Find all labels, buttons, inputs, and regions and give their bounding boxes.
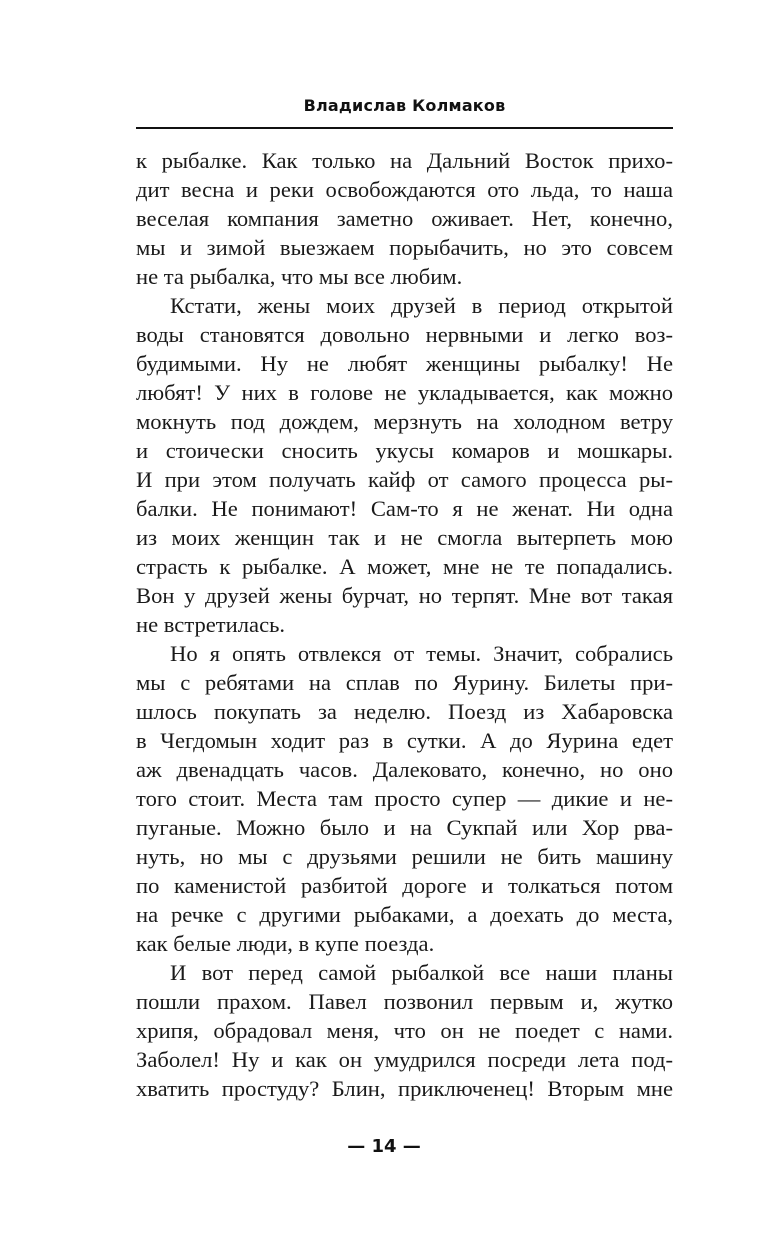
text-line: и стоически сносить укусы комаров и мошкары.: [136, 438, 673, 463]
text-line: как белые люди, в купе поезда.: [136, 931, 435, 956]
text-line: пошли прахом. Павел позвонил первым и, жутко: [136, 989, 673, 1014]
text-line: не та рыбалка, что мы все любим.: [136, 264, 463, 289]
text-line: Заболел! Ну и как он умудрился посреди лета под-: [136, 1047, 673, 1072]
text-line: не встретилась.: [136, 612, 286, 637]
text-line: того стоит. Места там просто супер — дикие и не-: [136, 786, 673, 811]
text-line: из моих женщин так и не смогла вытерпеть мою: [136, 525, 673, 550]
text-line: аж двенадцать часов. Далековато, конечно, но оно: [136, 757, 673, 782]
text-line: страсть к рыбалке. А может, мне не те попадались.: [136, 554, 673, 579]
body-text: [136, 146, 673, 1103]
text-line: веселая компания заметно оживает. Нет, конечно,: [136, 206, 673, 231]
text-line: Но я опять отвлекся от темы. Значит, собрались: [170, 641, 673, 666]
text-line: балки. Не понимают! Сам-то я не женат. Ни одна: [136, 496, 673, 521]
text-line: Вон у друзей жены бурчат, но терпят. Мне вот такая: [136, 583, 673, 608]
header-rule: [136, 127, 673, 129]
text-line: И при этом получать кайф от самого процесса ры-: [136, 467, 673, 492]
text-line: на речке с другими рыбаками, а доехать до места,: [136, 902, 673, 927]
text-line: хрипя, обрадовал меня, что он не поедет с нами.: [136, 1018, 673, 1043]
text-line: в Чегдомын ходит раз в сутки. А до Яурина едет: [136, 728, 673, 753]
text-line: воды становятся довольно нервными и легко воз-: [136, 322, 673, 347]
text-line: мы и зимой выезжаем порыбачить, но это совсем: [136, 235, 673, 260]
text-line: нуть, но мы с друзьями решили не бить машину: [136, 844, 673, 869]
text-line: дит весна и реки освобождаются ото льда, то наша: [136, 177, 673, 202]
text-line: Кстати, жены моих друзей в период открытой: [170, 293, 673, 318]
text-line: любят! У них в голове не укладывается, как можно: [136, 380, 673, 405]
text-line: хватить простуду? Блин, приключенец! Вторым мне: [136, 1076, 673, 1101]
text-line: И вот перед самой рыбалкой все наши планы: [170, 960, 673, 985]
text-line: шлось покупать за неделю. Поезд из Хабаровска: [136, 699, 673, 724]
text-line: мы с ребятами на сплав по Яурину. Билеты при-: [136, 670, 673, 695]
text-line: пуганые. Можно было и на Сукпай или Хор рва-: [136, 815, 673, 840]
running-head-author: Владислав Колмаков: [303, 96, 506, 115]
text-line: по каменистой разбитой дороге и толкаться потом: [136, 873, 673, 898]
page-number: — 14 —: [347, 1136, 421, 1157]
text-line: будимыми. Ну не любят женщины рыбалку! Не: [136, 351, 673, 376]
text-line: мокнуть под дождем, мерзнуть на холодном ветру: [136, 409, 673, 434]
text-line: к рыбалке. Как только на Дальний Восток прихо-: [136, 148, 673, 173]
